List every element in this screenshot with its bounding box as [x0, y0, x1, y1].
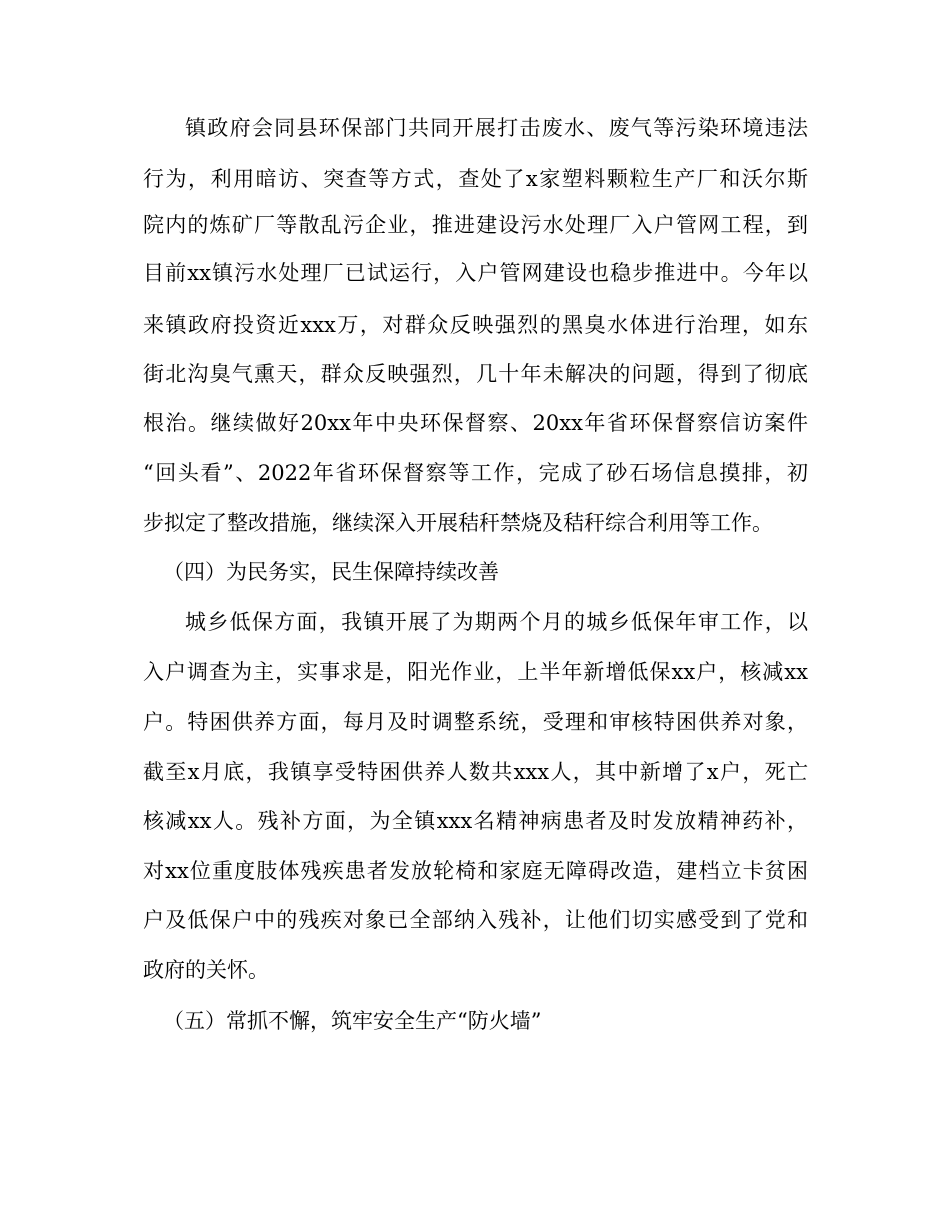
- paragraph-line: 政府的关怀。: [143, 958, 269, 982]
- paragraph-line: 来镇政府投资近xxx万，对群众反映强烈的黑臭水体进行治理，如东: [143, 313, 808, 337]
- paragraph-line: 行为，利用暗访、突查等方式，查处了x家塑料颗粒生产厂和沃尔斯: [143, 167, 808, 191]
- paragraph-line: 户。特困供养方面，每月及时调整系统，受理和审核特困供养对象，: [143, 710, 808, 734]
- section-heading: （四）为民务实，民生保障持续改善: [163, 560, 499, 584]
- paragraph-line: “回头看”、2022年省环保督察等工作，完成了砂石场信息摸排，初: [143, 461, 808, 485]
- paragraph-line: 步拟定了整改措施，继续深入开展秸秆禁烧及秸秆综合利用等工作。: [143, 511, 773, 535]
- paragraph-line: 对xx位重度肢体残疾患者发放轮椅和家庭无障碍改造，建档立卡贫困: [143, 859, 808, 883]
- paragraph-line: 截至x月底，我镇享受特困供养人数共xxx人，其中新增了x户，死亡: [143, 760, 808, 784]
- paragraph-line: 城乡低保方面，我镇开展了为期两个月的城乡低保年审工作，以: [185, 610, 808, 634]
- paragraph-line: 核减xx人。残补方面，为全镇xxx名精神病患者及时发放精神药补，: [143, 809, 808, 833]
- paragraph-line: 街北沟臭气熏天，群众反映强烈，几十年未解决的问题，得到了彻底: [143, 362, 808, 386]
- paragraph-line: 户及低保户中的残疾对象已全部纳入残补，让他们切实感受到了党和: [143, 908, 808, 932]
- paragraph-line: 入户调查为主，实事求是，阳光作业，上半年新增低保xx户，核减xx: [143, 660, 808, 684]
- paragraph-line: 目前xx镇污水处理厂已试运行，入户管网建设也稳步推进中。今年以: [143, 261, 808, 285]
- paragraph-line: 院内的炼矿厂等散乱污企业，推进建设污水处理厂入户管网工程，到: [143, 213, 808, 237]
- paragraph-line: 镇政府会同县环保部门共同开展打击废水、废气等污染环境违法: [185, 116, 808, 140]
- paragraph-line: 根治。继续做好20xx年中央环保督察、20xx年省环保督察信访案件: [143, 411, 808, 435]
- section-heading: （五）常抓不懈，筑牢安全生产“防火墙”: [163, 1009, 542, 1033]
